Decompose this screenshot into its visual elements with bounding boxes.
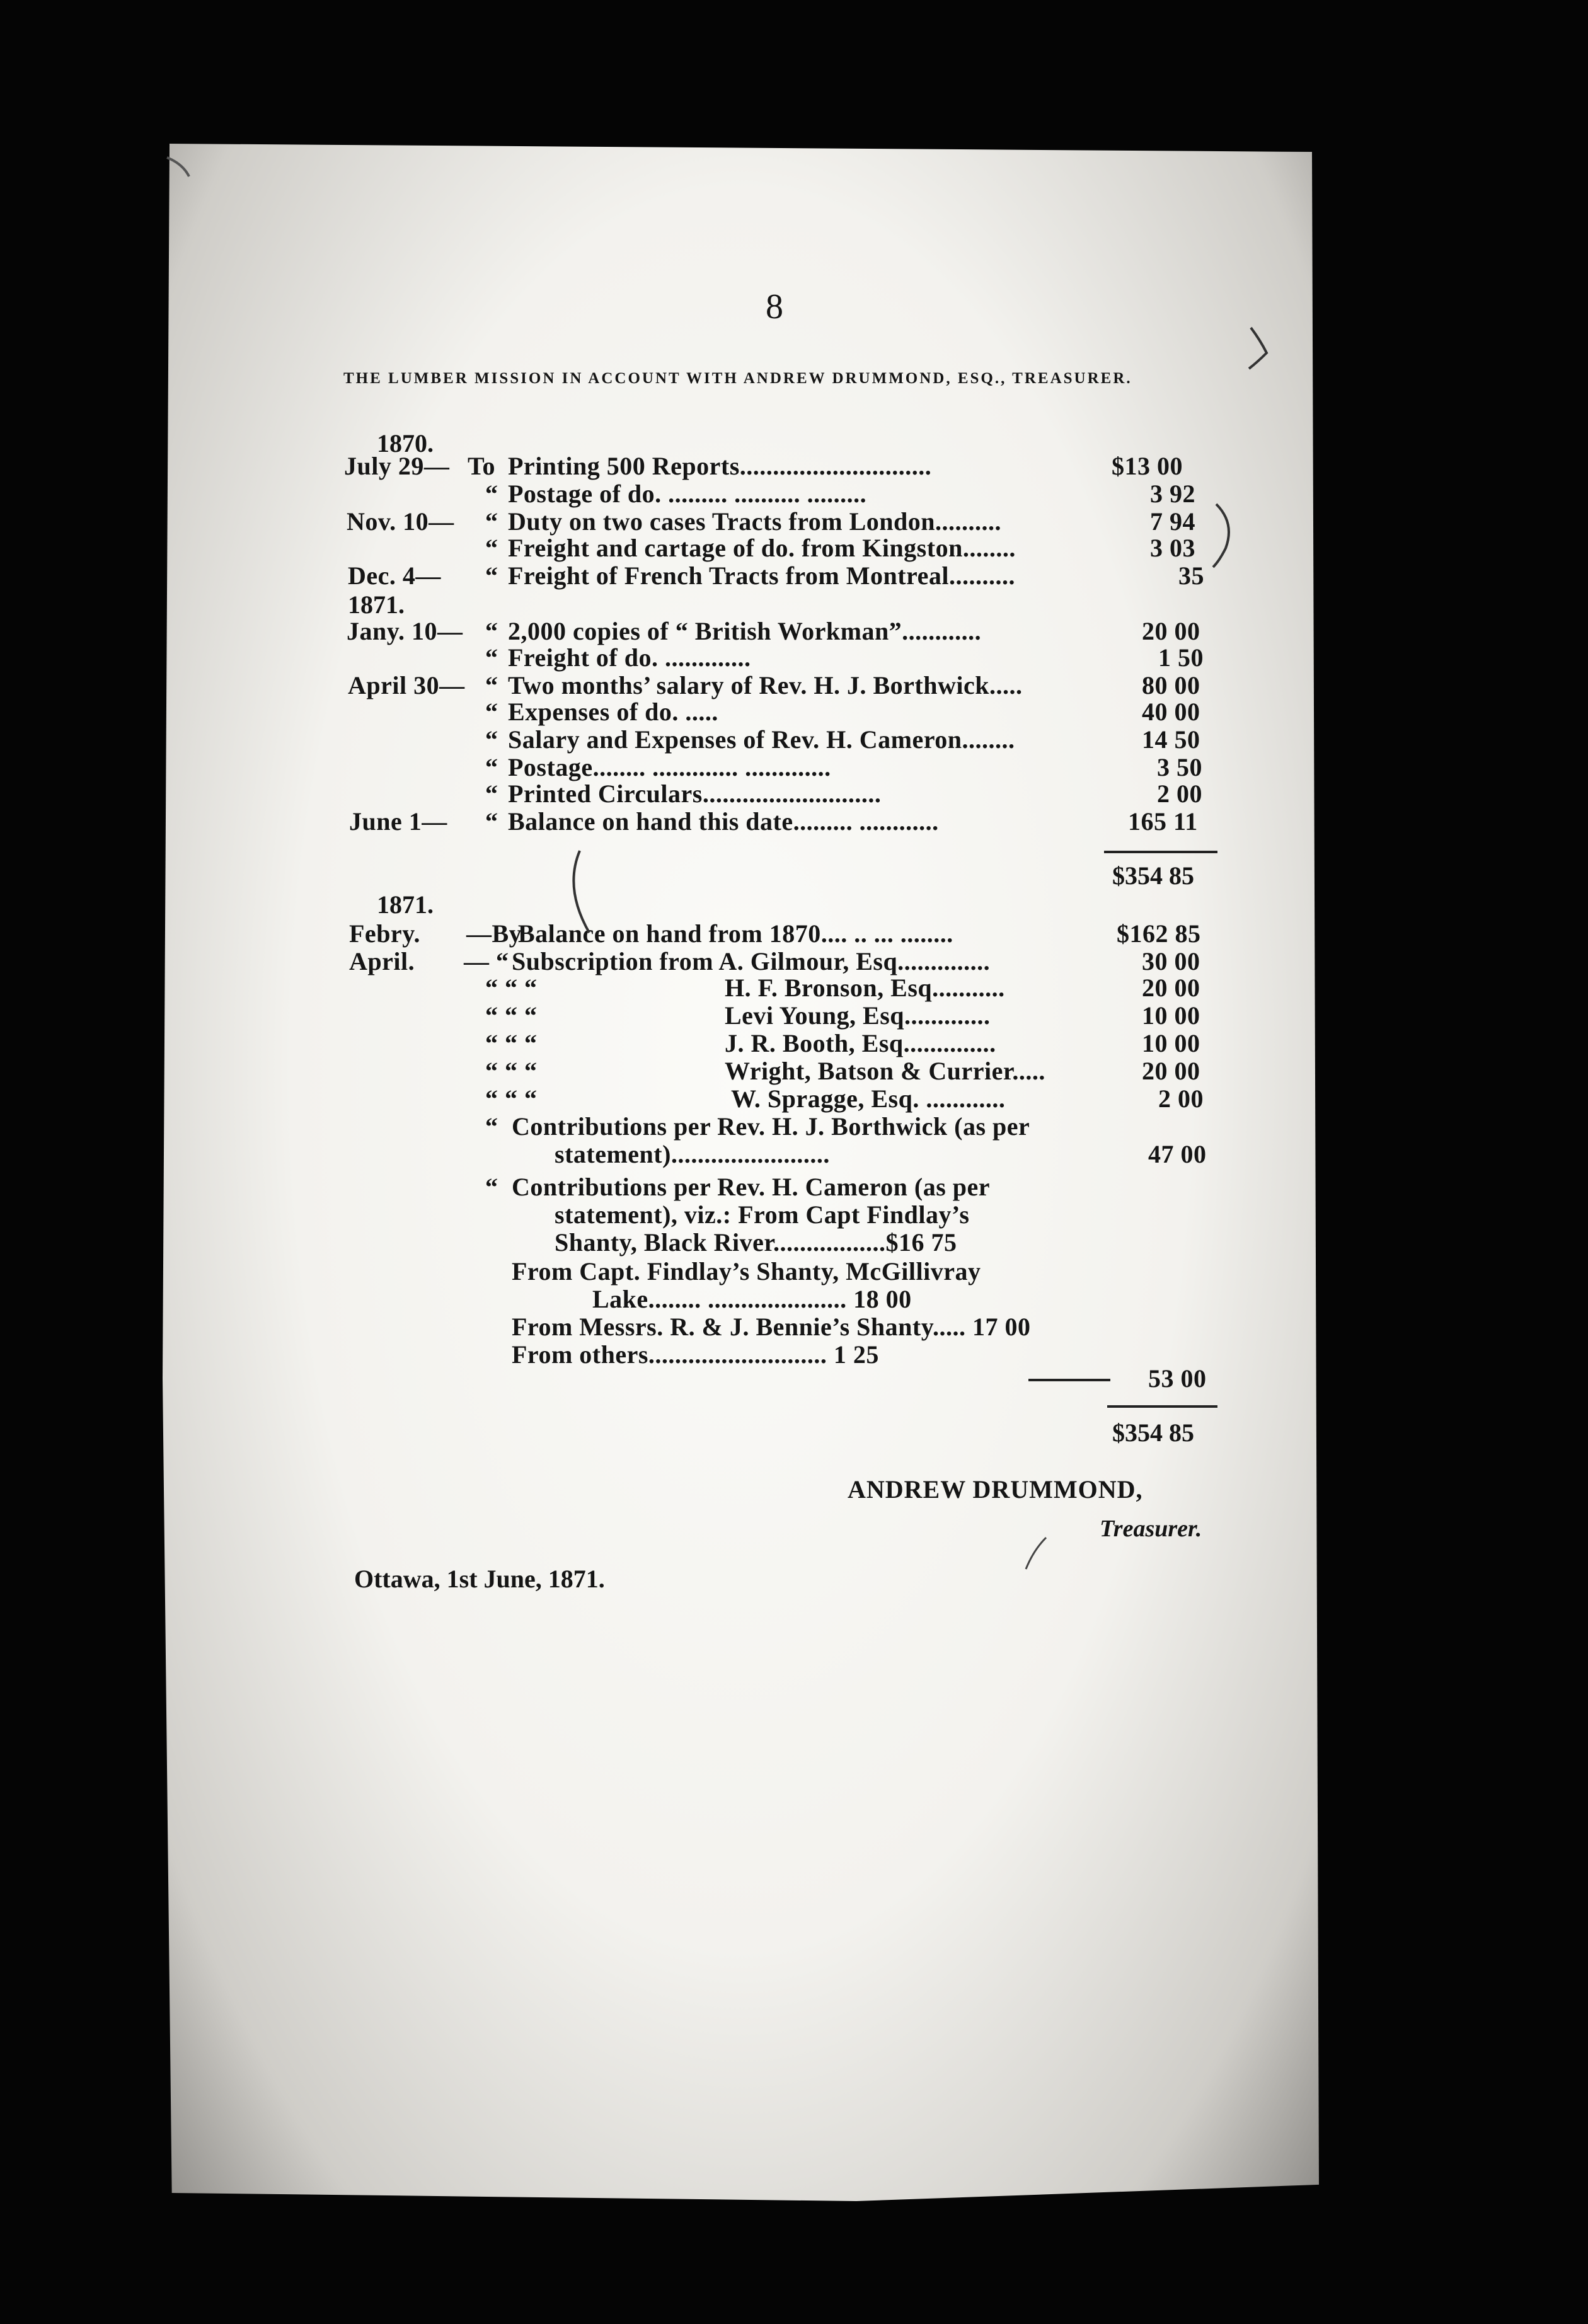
account-heading: THE LUMBER MISSION IN ACCOUNT WITH ANDREW DRUMMOND, ESQ., TREASURER. xyxy=(343,370,1132,387)
year-1870: 1870. xyxy=(377,429,434,457)
dateline: Ottawa, 1st June, 1871. xyxy=(354,1565,605,1593)
debit-total: $354 85 xyxy=(1112,861,1194,890)
debit-date: July 29— xyxy=(344,452,450,480)
credit-year: 1871. xyxy=(377,890,434,919)
credit-total: $354 85 xyxy=(1112,1418,1194,1447)
debit-prefix: To xyxy=(468,452,496,480)
debit-amount: $13 00 xyxy=(1112,452,1183,480)
treasurer-name: ANDREW DRUMMOND, xyxy=(848,1475,1143,1504)
debit-description: Printing 500 Reports............................. xyxy=(508,452,932,480)
year-1871: 1871. xyxy=(348,590,405,619)
treasurer-title: Treasurer. xyxy=(1100,1516,1202,1542)
page-number: 8 xyxy=(766,287,783,326)
